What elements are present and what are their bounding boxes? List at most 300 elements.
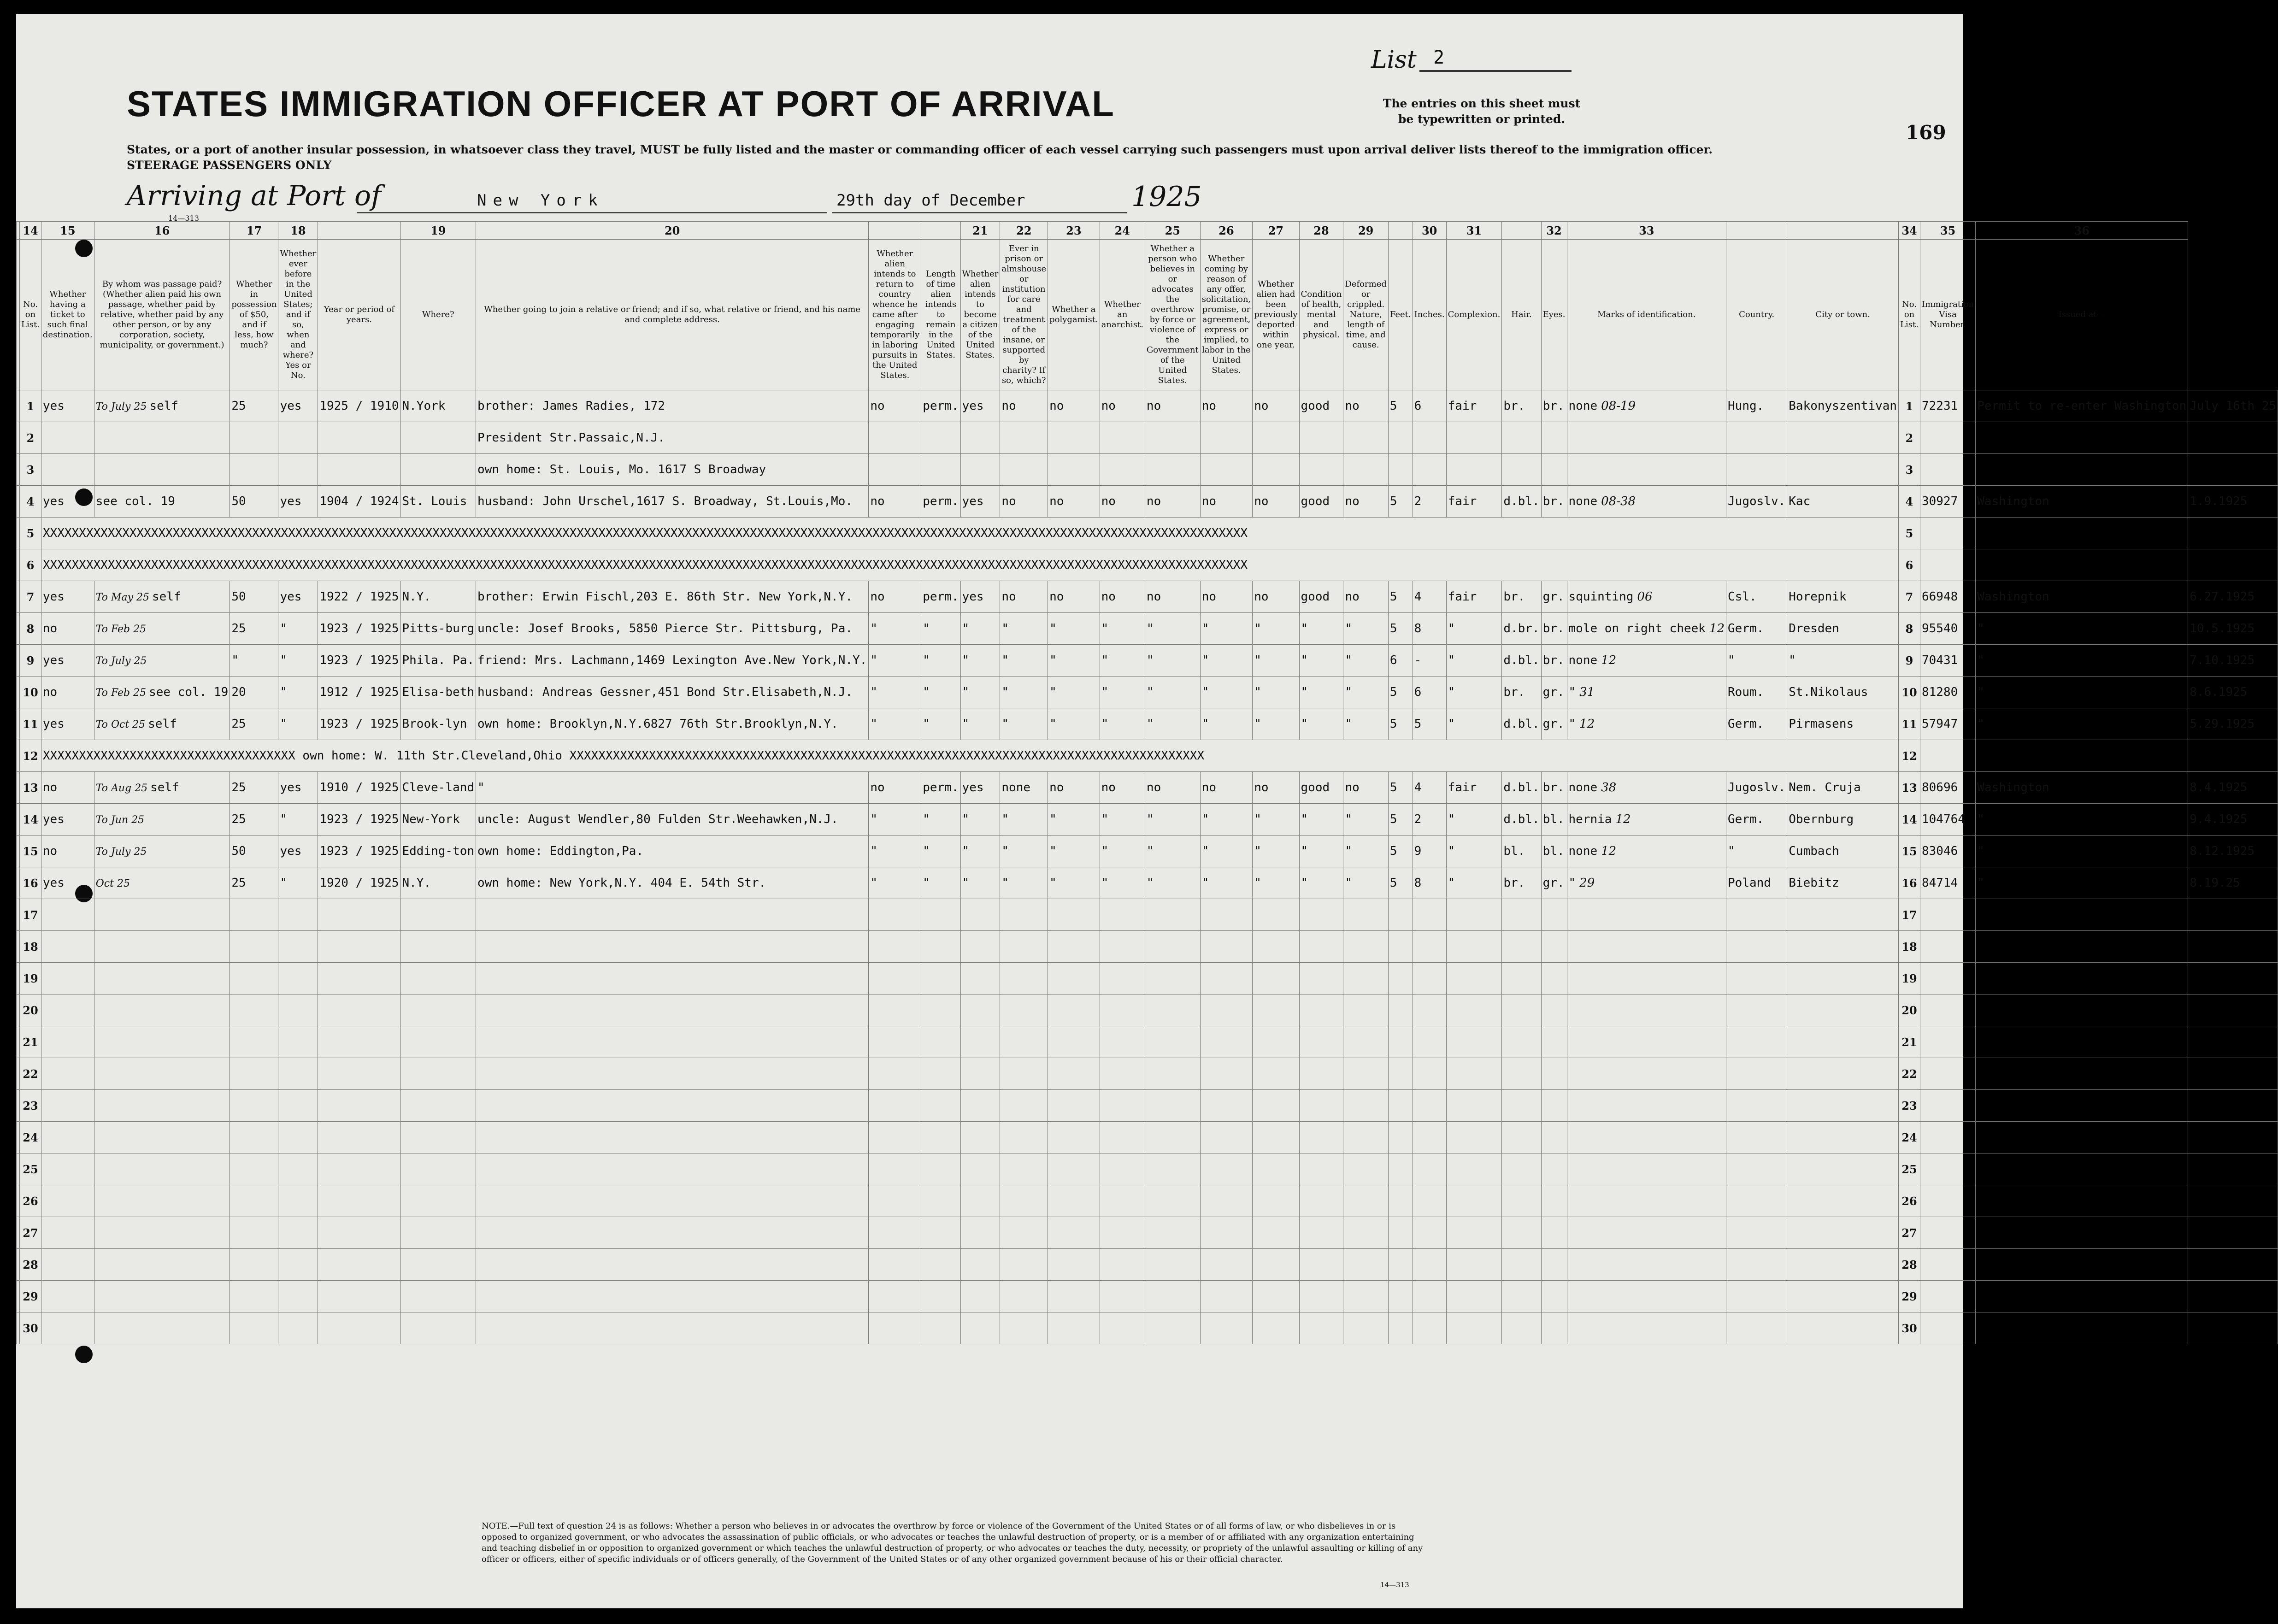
cell-issued: Washington <box>1976 772 2188 804</box>
cell-join <box>476 1312 869 1344</box>
cell-complexion: " <box>1446 613 1502 645</box>
cell-ticket <box>41 994 94 1026</box>
cell-marks <box>1567 1312 1726 1344</box>
cell-money: 50 <box>230 836 278 867</box>
cell-c25: " <box>1200 836 1253 867</box>
margin-cell <box>17 804 20 836</box>
cell-money <box>230 931 278 963</box>
column-header: Feet. <box>1388 240 1413 390</box>
cell-years <box>318 1217 400 1249</box>
cell-ticket <box>41 1249 94 1281</box>
cell-p3 <box>960 422 1000 454</box>
cell-c23 <box>1100 963 1145 994</box>
margin-cell <box>17 240 20 390</box>
paid-by: self <box>152 590 181 604</box>
cell-before: yes <box>278 836 318 867</box>
cell-ticket <box>41 963 94 994</box>
cell-ticket <box>41 1281 94 1312</box>
cell-paid <box>94 804 230 836</box>
cell-deformed <box>1343 1026 1388 1058</box>
cell-city: Cumbach <box>1787 836 1899 867</box>
cell-date <box>2188 518 2278 549</box>
cell-c23: " <box>1100 804 1145 836</box>
cell-c25 <box>1200 1281 1253 1312</box>
table-row <box>17 1058 2278 1090</box>
cell-where: Elisa-beth <box>400 677 476 708</box>
cell-p1 <box>869 994 921 1026</box>
cell-p3: " <box>960 613 1000 645</box>
row-number: 14 <box>20 804 41 836</box>
cell-ft: 5 <box>1388 486 1413 518</box>
cell-health <box>1299 1217 1343 1249</box>
row-number: 22 <box>1899 1058 1920 1090</box>
cell-before: " <box>278 677 318 708</box>
intro-text: States, or a port of another insular possession, in whatsoever class they travel, MUST be fully listed and the master or commanding officer of each vessel carrying such passengers must upon arrival deliver lists thereof to the immigration officer. <box>127 143 1713 156</box>
cell-before <box>278 1090 318 1122</box>
cell-c23 <box>1100 1090 1145 1122</box>
cell-in <box>1413 1058 1446 1090</box>
margin-cell <box>17 740 20 772</box>
margin-cell <box>17 1122 20 1153</box>
column-number: 23 <box>1048 222 1100 240</box>
cell-join <box>476 994 869 1026</box>
cell-hair: d.bl. <box>1502 486 1541 518</box>
column-header: Condition of health, mental and physical. <box>1299 240 1343 390</box>
cell-health: " <box>1299 613 1343 645</box>
cell-c21 <box>1000 1249 1048 1281</box>
cell-issued <box>1976 740 2188 772</box>
cell-p2 <box>921 422 960 454</box>
cell-complexion: " <box>1446 867 1502 899</box>
cell-country <box>1726 1281 1787 1312</box>
cell-eyes <box>1541 899 1567 931</box>
column-header: Marks of identification. <box>1567 240 1726 390</box>
cell-p2: perm. <box>921 772 960 804</box>
table-row <box>17 645 2278 677</box>
marks-text: " <box>1568 717 1576 731</box>
column-header: City or town. <box>1787 240 1899 390</box>
row-number: 4 <box>1899 486 1920 518</box>
page-title: STATES IMMIGRATION OFFICER AT PORT OF ARRIVAL <box>127 83 1115 124</box>
handwritten-code: 12 <box>1601 653 1617 667</box>
column-header: Whether an anarchist. <box>1100 240 1145 390</box>
cell-p3 <box>960 1153 1000 1185</box>
cell-ticket: yes <box>41 486 94 518</box>
cell-visa <box>1920 1026 1975 1058</box>
cell-issued: " <box>1976 677 2188 708</box>
marks-text: none <box>1568 844 1598 858</box>
cell-country <box>1726 1153 1787 1185</box>
cell-money: 25 <box>230 867 278 899</box>
cell-marks <box>1567 867 1726 899</box>
table-row <box>17 708 2278 740</box>
cell-complexion: fair <box>1446 390 1502 422</box>
cell-money <box>230 1217 278 1249</box>
cell-eyes: br. <box>1541 390 1567 422</box>
margin-cell <box>17 708 20 740</box>
marks-text: squinting <box>1568 590 1634 604</box>
cell-c21 <box>1000 1122 1048 1153</box>
cell-paid <box>94 1122 230 1153</box>
port-line <box>357 212 827 213</box>
cell-money <box>230 1153 278 1185</box>
day-line <box>832 212 1127 213</box>
cell-paid <box>94 613 230 645</box>
cell-p1: " <box>869 867 921 899</box>
cell-money: 50 <box>230 581 278 613</box>
cell-complexion <box>1446 1122 1502 1153</box>
row-number: 18 <box>1899 931 1920 963</box>
cell-country: Germ. <box>1726 613 1787 645</box>
marks-text: none <box>1568 653 1598 667</box>
cell-country: Germ. <box>1726 804 1787 836</box>
margin-cell <box>17 422 20 454</box>
cell-c23 <box>1100 931 1145 963</box>
cell-where: N.Y. <box>400 581 476 613</box>
cell-hair: bl. <box>1502 836 1541 867</box>
cell-paid <box>94 836 230 867</box>
cell-p1: " <box>869 804 921 836</box>
cell-ft: 5 <box>1388 390 1413 422</box>
cell-marks <box>1567 804 1726 836</box>
cell-issued <box>1976 1026 2188 1058</box>
cell-p1: no <box>869 581 921 613</box>
cell-no2: 12 <box>1899 740 1920 772</box>
margin-cell <box>17 454 20 486</box>
cell-c22 <box>1048 899 1100 931</box>
handwritten-note: To July 25 <box>95 401 147 412</box>
cell-visa <box>1920 1185 1975 1217</box>
column-header: Deformed or crippled. Nature, length of time, and cause. <box>1343 240 1388 390</box>
cell-ticket: yes <box>41 581 94 613</box>
cell-marks <box>1567 581 1726 613</box>
column-number <box>1726 222 1787 240</box>
cell-p3: " <box>960 804 1000 836</box>
cell-c23 <box>1100 1122 1145 1153</box>
cell-c22 <box>1048 1026 1100 1058</box>
cell-ticket <box>41 1153 94 1185</box>
cell-country <box>1726 1026 1787 1058</box>
cell-country <box>1726 899 1787 931</box>
cell-c26 <box>1253 422 1299 454</box>
column-number: 31 <box>1446 222 1502 240</box>
cell-ft: 5 <box>1388 772 1413 804</box>
cell-marks <box>1567 772 1726 804</box>
cell-visa: 80696 <box>1920 772 1975 804</box>
cell-join <box>476 1026 869 1058</box>
cell-in <box>1413 1090 1446 1122</box>
cell-ft <box>1388 1281 1413 1312</box>
cell-c23: no <box>1100 390 1145 422</box>
cell-p3 <box>960 1090 1000 1122</box>
cell-c26 <box>1253 1026 1299 1058</box>
cell-c24 <box>1145 994 1200 1026</box>
cell-ft <box>1388 422 1413 454</box>
cell-paid <box>94 931 230 963</box>
cell-c26 <box>1253 1058 1299 1090</box>
cell-c25: " <box>1200 867 1253 899</box>
cell-eyes <box>1541 1281 1567 1312</box>
table-row <box>17 518 2278 549</box>
cell-c22: " <box>1048 867 1100 899</box>
table-row <box>17 772 2278 804</box>
row-number: 30 <box>1899 1312 1920 1344</box>
cell-c26 <box>1253 963 1299 994</box>
handwritten-code: 12 <box>1615 812 1631 826</box>
footnote: NOTE.—Full text of question 24 is as follows: Whether a person who believes in or advocates the overthrow by force or violence of the Government of the United States or of all forms of law, or who disbelieves in or is opposed to organized government, or who advocates the assassination of public officials, or who advocates or teaches the unlawful destruction of property, or is a member of or affiliated with any organization entertaining and teaching disbelief in or opposition to organized government or which teaches the unlawful destruction of property, or who advocates or teaches the duty, necessity, or propriety of the unlawful assaulting or killing of any officer or officers, either of specific individuals or of officers generally, of the Government of the United States or of any other organized government because of his or their official character. <box>482 1521 1423 1564</box>
cell-eyes <box>1541 1153 1567 1185</box>
cell-join <box>476 1249 869 1281</box>
cell-c22 <box>1048 1122 1100 1153</box>
cell-p3 <box>960 454 1000 486</box>
cell-in <box>1413 1185 1446 1217</box>
cell-visa <box>1920 1153 1975 1185</box>
cell-c26: " <box>1253 677 1299 708</box>
cell-join: own home: New York,N.Y. 404 E. 54th Str. <box>476 867 869 899</box>
table-row <box>17 899 2278 931</box>
cell-paid <box>94 1281 230 1312</box>
cell-where <box>400 1312 476 1344</box>
cell-p2 <box>921 899 960 931</box>
row-number: 3 <box>20 454 41 486</box>
cell-p2 <box>921 931 960 963</box>
row-number: 4 <box>20 486 41 518</box>
cell-p2 <box>921 1249 960 1281</box>
column-number <box>869 222 921 240</box>
cell-eyes <box>1541 963 1567 994</box>
cell-c24 <box>1145 1312 1200 1344</box>
cell-years: 1925 / 1910 <box>318 390 400 422</box>
cell-visa <box>1920 1217 1975 1249</box>
cell-in: 2 <box>1413 486 1446 518</box>
table-row <box>17 1217 2278 1249</box>
arrival-year: 1925 <box>1131 181 1202 213</box>
cell-date <box>2188 1153 2278 1185</box>
margin-cell <box>17 581 20 613</box>
cell-issued <box>1976 1090 2188 1122</box>
cell-marks <box>1567 645 1726 677</box>
cell-p1 <box>869 899 921 931</box>
row-number: 11 <box>1899 708 1920 740</box>
cell-complexion <box>1446 1026 1502 1058</box>
cell-c21 <box>1000 1185 1048 1217</box>
row-number: 21 <box>20 1026 41 1058</box>
cell-where <box>400 899 476 931</box>
cell-c24 <box>1145 1217 1200 1249</box>
cell-before: yes <box>278 486 318 518</box>
column-number <box>1787 222 1899 240</box>
cell-p1 <box>869 1217 921 1249</box>
cell-join <box>476 899 869 931</box>
cell-c21: " <box>1000 708 1048 740</box>
cell-date: 5.29.1925 <box>2188 708 2278 740</box>
cell-issued <box>1976 518 2188 549</box>
cell-money <box>230 994 278 1026</box>
handwritten-note: To Oct 25 <box>95 719 146 730</box>
cell-c24 <box>1145 899 1200 931</box>
cell-where <box>400 454 476 486</box>
row-number: 27 <box>20 1217 41 1249</box>
cell-issued <box>1976 454 2188 486</box>
cell-ft: 5 <box>1388 867 1413 899</box>
row-number: 7 <box>20 581 41 613</box>
cell-hair: d.br. <box>1502 613 1541 645</box>
margin-cell <box>17 390 20 422</box>
cell-complexion: " <box>1446 677 1502 708</box>
cell-complexion: " <box>1446 836 1502 867</box>
cell-paid <box>94 994 230 1026</box>
cell-visa <box>1920 1122 1975 1153</box>
cell-city: Biebitz <box>1787 867 1899 899</box>
cell-c25 <box>1200 1122 1253 1153</box>
cell-deformed: " <box>1343 836 1388 867</box>
cell-p2 <box>921 1312 960 1344</box>
column-header: Whether a person who believes in or advocates the overthrow by force or violence of the Government of the United States. <box>1145 240 1200 390</box>
handwritten-code: 12 <box>1709 622 1725 635</box>
cell-join: " <box>476 772 869 804</box>
cell-c25: " <box>1200 645 1253 677</box>
cell-complexion: " <box>1446 645 1502 677</box>
cell-health <box>1299 994 1343 1026</box>
table-row <box>17 422 2278 454</box>
cell-in <box>1413 1312 1446 1344</box>
cell-health <box>1299 1122 1343 1153</box>
cell-complexion: fair <box>1446 581 1502 613</box>
cell-deformed <box>1343 1153 1388 1185</box>
cell-c22 <box>1048 1217 1100 1249</box>
row-number: 7 <box>1899 581 1920 613</box>
cell-c24: " <box>1145 645 1200 677</box>
cell-before <box>278 454 318 486</box>
cell-c23 <box>1100 422 1145 454</box>
column-number <box>921 222 960 240</box>
cell-c23 <box>1100 1185 1145 1217</box>
cell-money <box>230 1185 278 1217</box>
cell-marks <box>1567 708 1726 740</box>
cell-c21: " <box>1000 613 1048 645</box>
cell-c26: no <box>1253 581 1299 613</box>
cell-c22: " <box>1048 645 1100 677</box>
cell-c25 <box>1200 931 1253 963</box>
cell-before <box>278 1185 318 1217</box>
margin-cell <box>17 1249 20 1281</box>
cell-join <box>476 1281 869 1312</box>
column-header: Length of time alien intends to remain in the United States. <box>921 240 960 390</box>
cell-c22: " <box>1048 613 1100 645</box>
cell-visa: 81280 <box>1920 677 1975 708</box>
column-number: 35 <box>1920 222 1975 240</box>
cell-hair <box>1502 454 1541 486</box>
paid-by: see col. 19 <box>149 685 229 699</box>
column-header: Country. <box>1726 240 1787 390</box>
cell-before <box>278 1122 318 1153</box>
cancelled-row: XXXXXXXXXXXXXXXXXXXXXXXXXXXXXXXXXXXXXXXXXXXXXXXXXXXXXXXXXXXXXXXXXXXXXXXXXXXXXXXXXXXXXXXXXXXXXXXXXXXXXXXXXXXXXXXXXXXXXXXXXXXXXXXXXXXXXXXXXXXXXXXXXXXXXXXXXXXXXXXXXXXXXXX <box>41 549 1898 581</box>
cell-where <box>400 1026 476 1058</box>
marks-text: " <box>1568 685 1576 699</box>
row-number: 29 <box>1899 1281 1920 1312</box>
cell-join: own home: Brooklyn,N.Y.6827 76th Str.Brooklyn,N.Y. <box>476 708 869 740</box>
cell-city <box>1787 1249 1899 1281</box>
cell-eyes: br. <box>1541 486 1567 518</box>
cell-city <box>1787 1026 1899 1058</box>
cell-join <box>476 963 869 994</box>
cell-years: 1922 / 1925 <box>318 581 400 613</box>
cell-years <box>318 422 400 454</box>
cell-country <box>1726 1217 1787 1249</box>
cell-in: 8 <box>1413 867 1446 899</box>
row-number: 11 <box>20 708 41 740</box>
cell-p2 <box>921 963 960 994</box>
row-number: 16 <box>1899 867 1920 899</box>
column-header: Eyes. <box>1541 240 1567 390</box>
column-number: 19 <box>400 222 476 240</box>
cell-join: President Str.Passaic,N.J. <box>476 422 869 454</box>
margin-cell <box>17 486 20 518</box>
table-row <box>17 1026 2278 1058</box>
cell-country: " <box>1726 645 1787 677</box>
row-number: 10 <box>20 677 41 708</box>
cell-no2: 6 <box>1899 549 1920 581</box>
cell-c25 <box>1200 1058 1253 1090</box>
cell-c21: no <box>1000 390 1048 422</box>
cell-money <box>230 1281 278 1312</box>
cell-hair <box>1502 963 1541 994</box>
cell-c26: no <box>1253 772 1299 804</box>
cell-c26 <box>1253 1153 1299 1185</box>
cell-c21 <box>1000 1281 1048 1312</box>
cell-in: 4 <box>1413 772 1446 804</box>
cell-health <box>1299 931 1343 963</box>
cell-p3 <box>960 899 1000 931</box>
cell-where <box>400 1090 476 1122</box>
cell-ft <box>1388 1312 1413 1344</box>
cell-health: good <box>1299 486 1343 518</box>
cell-c24 <box>1145 422 1200 454</box>
cell-money: 25 <box>230 772 278 804</box>
cell-before: " <box>278 804 318 836</box>
cell-city: " <box>1787 645 1899 677</box>
cell-c23 <box>1100 1153 1145 1185</box>
cell-deformed <box>1343 1249 1388 1281</box>
cell-c25 <box>1200 1217 1253 1249</box>
cell-hair: br. <box>1502 867 1541 899</box>
handwritten-code: 38 <box>1601 781 1617 794</box>
column-header: Whether having a ticket to such final destination. <box>41 240 94 390</box>
cell-paid <box>94 1312 230 1344</box>
cell-where <box>400 1153 476 1185</box>
column-number: 18 <box>278 222 318 240</box>
cell-c24 <box>1145 1281 1200 1312</box>
cell-p2 <box>921 1122 960 1153</box>
handwritten-code: 08-38 <box>1601 494 1636 508</box>
cell-paid <box>94 867 230 899</box>
cell-issued <box>1976 1122 2188 1153</box>
cell-p1: no <box>869 486 921 518</box>
cell-c24 <box>1145 1058 1200 1090</box>
row-number: 30 <box>20 1312 41 1344</box>
cell-complexion <box>1446 1058 1502 1090</box>
cell-in <box>1413 963 1446 994</box>
cell-before <box>278 963 318 994</box>
cell-paid <box>94 581 230 613</box>
cell-paid <box>94 677 230 708</box>
cell-hair <box>1502 1058 1541 1090</box>
cell-c23 <box>1100 1026 1145 1058</box>
cell-visa: 84714 <box>1920 867 1975 899</box>
cell-ft: 5 <box>1388 677 1413 708</box>
cell-c26 <box>1253 899 1299 931</box>
cell-money <box>230 1026 278 1058</box>
